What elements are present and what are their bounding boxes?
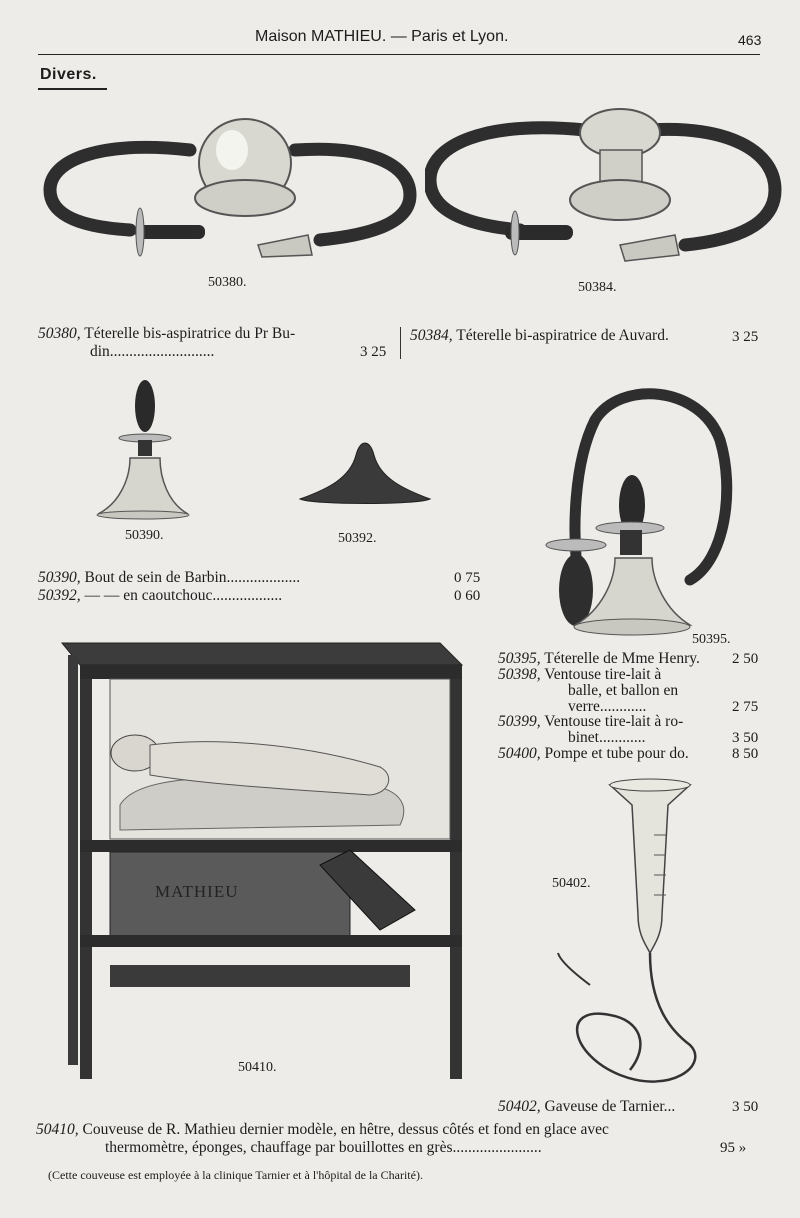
entry-50398-line2: balle, et ballon en xyxy=(568,682,679,699)
entry-ref: 50384, xyxy=(410,327,453,344)
illustration-50384-teterelle xyxy=(425,105,785,275)
illustration-50402-gaveuse xyxy=(550,775,710,1090)
figure-label-50380: 50380. xyxy=(208,275,247,290)
entry-50410-price: 95 » xyxy=(720,1140,747,1156)
entry-50392-price: 0 60 xyxy=(454,588,481,604)
entry-50400-price: 8 50 xyxy=(732,746,759,762)
entry-text: Téterelle bi-aspiratrice de Auvard. xyxy=(456,327,669,344)
footnote: (Cette couveuse est employée à la clinique Tarnier et à l'hôpital de la Charité). xyxy=(48,1168,423,1182)
entry-50380-price: 3 25 xyxy=(360,344,387,360)
entry-text: — — en caoutchouc.................. xyxy=(84,587,283,604)
entry-ref: 50392, xyxy=(38,587,81,604)
entry-50384-price: 3 25 xyxy=(732,329,759,345)
entry-50399-price: 3 50 xyxy=(732,730,759,746)
illustration-50410-couveuse xyxy=(50,635,470,1080)
entry-50410-line2: thermomètre, éponges, chauffage par bouillottes en grès....................... xyxy=(105,1139,542,1156)
entry-50410-line1 xyxy=(36,1121,609,1139)
figure-label-50402: 50402. xyxy=(552,876,591,891)
section-title: Divers. xyxy=(40,66,97,83)
figure-label-50395: 50395. xyxy=(692,632,731,647)
figure-label-50392: 50392. xyxy=(338,531,377,546)
entry-50402-price: 3 50 xyxy=(732,1099,759,1115)
entry-ref: 50398, xyxy=(498,666,541,683)
entry-text: Gaveuse de Tarnier... xyxy=(544,1098,676,1115)
entry-text: Bout de sein de Barbin................... xyxy=(84,569,301,586)
figure-label-50384: 50384. xyxy=(578,280,617,295)
entry-50399-line2: binet............ xyxy=(568,729,646,746)
entry-text: Téterelle de Mme Henry. xyxy=(544,650,700,667)
entry-text: Ventouse tire-lait à xyxy=(544,666,662,683)
entry-ref: 50395, xyxy=(498,650,541,667)
entry-50400 xyxy=(498,745,689,763)
entry-ref: 50399, xyxy=(498,713,541,730)
illustration-50392-caoutchouc xyxy=(298,433,433,508)
entry-text: Pompe et tube pour do. xyxy=(544,745,689,762)
entry-text: Couveuse de R. Mathieu dernier modèle, en hêtre, dessus côtés et fond en glace avec xyxy=(82,1121,609,1138)
page-number: 463 xyxy=(738,32,762,48)
illustration-50380-teterelle xyxy=(40,105,420,275)
entry-ref: 50390, xyxy=(38,569,81,586)
entry-ref: 50400, xyxy=(498,745,541,762)
illustration-50390-bout-de-sein xyxy=(90,378,190,523)
illustration-50395-teterelle-henry xyxy=(540,380,740,642)
entry-text: Ventouse tire-lait à ro- xyxy=(544,713,684,730)
entry-50392 xyxy=(38,587,282,605)
header-rule xyxy=(38,54,760,55)
column-divider xyxy=(400,327,401,359)
entry-text: din........................... xyxy=(90,343,215,360)
entry-50395-price: 2 50 xyxy=(732,651,759,667)
entry-50384 xyxy=(410,327,669,345)
entry-ref: 50380, xyxy=(38,325,81,342)
entry-ref: 50402, xyxy=(498,1098,541,1115)
entry-50380-line1 xyxy=(38,325,295,343)
section-title-underline xyxy=(38,88,107,90)
entry-50398-line3: verre............ xyxy=(568,698,647,715)
entry-ref: 50410, xyxy=(36,1121,79,1138)
entry-50390 xyxy=(38,569,300,587)
entry-50390-price: 0 75 xyxy=(454,570,481,586)
figure-label-50390: 50390. xyxy=(125,528,164,543)
page-header-title: Maison MATHIEU. — Paris et Lyon. xyxy=(255,28,509,45)
entry-50398-price: 2 75 xyxy=(732,699,759,715)
couveuse-brand-label: MATHIEU xyxy=(155,882,239,901)
entry-50380-line2 xyxy=(90,343,214,361)
figure-label-50410: 50410. xyxy=(238,1060,277,1075)
entry-text: Téterelle bis-aspiratrice du Pr Bu- xyxy=(84,325,296,342)
entry-50402 xyxy=(498,1098,675,1116)
